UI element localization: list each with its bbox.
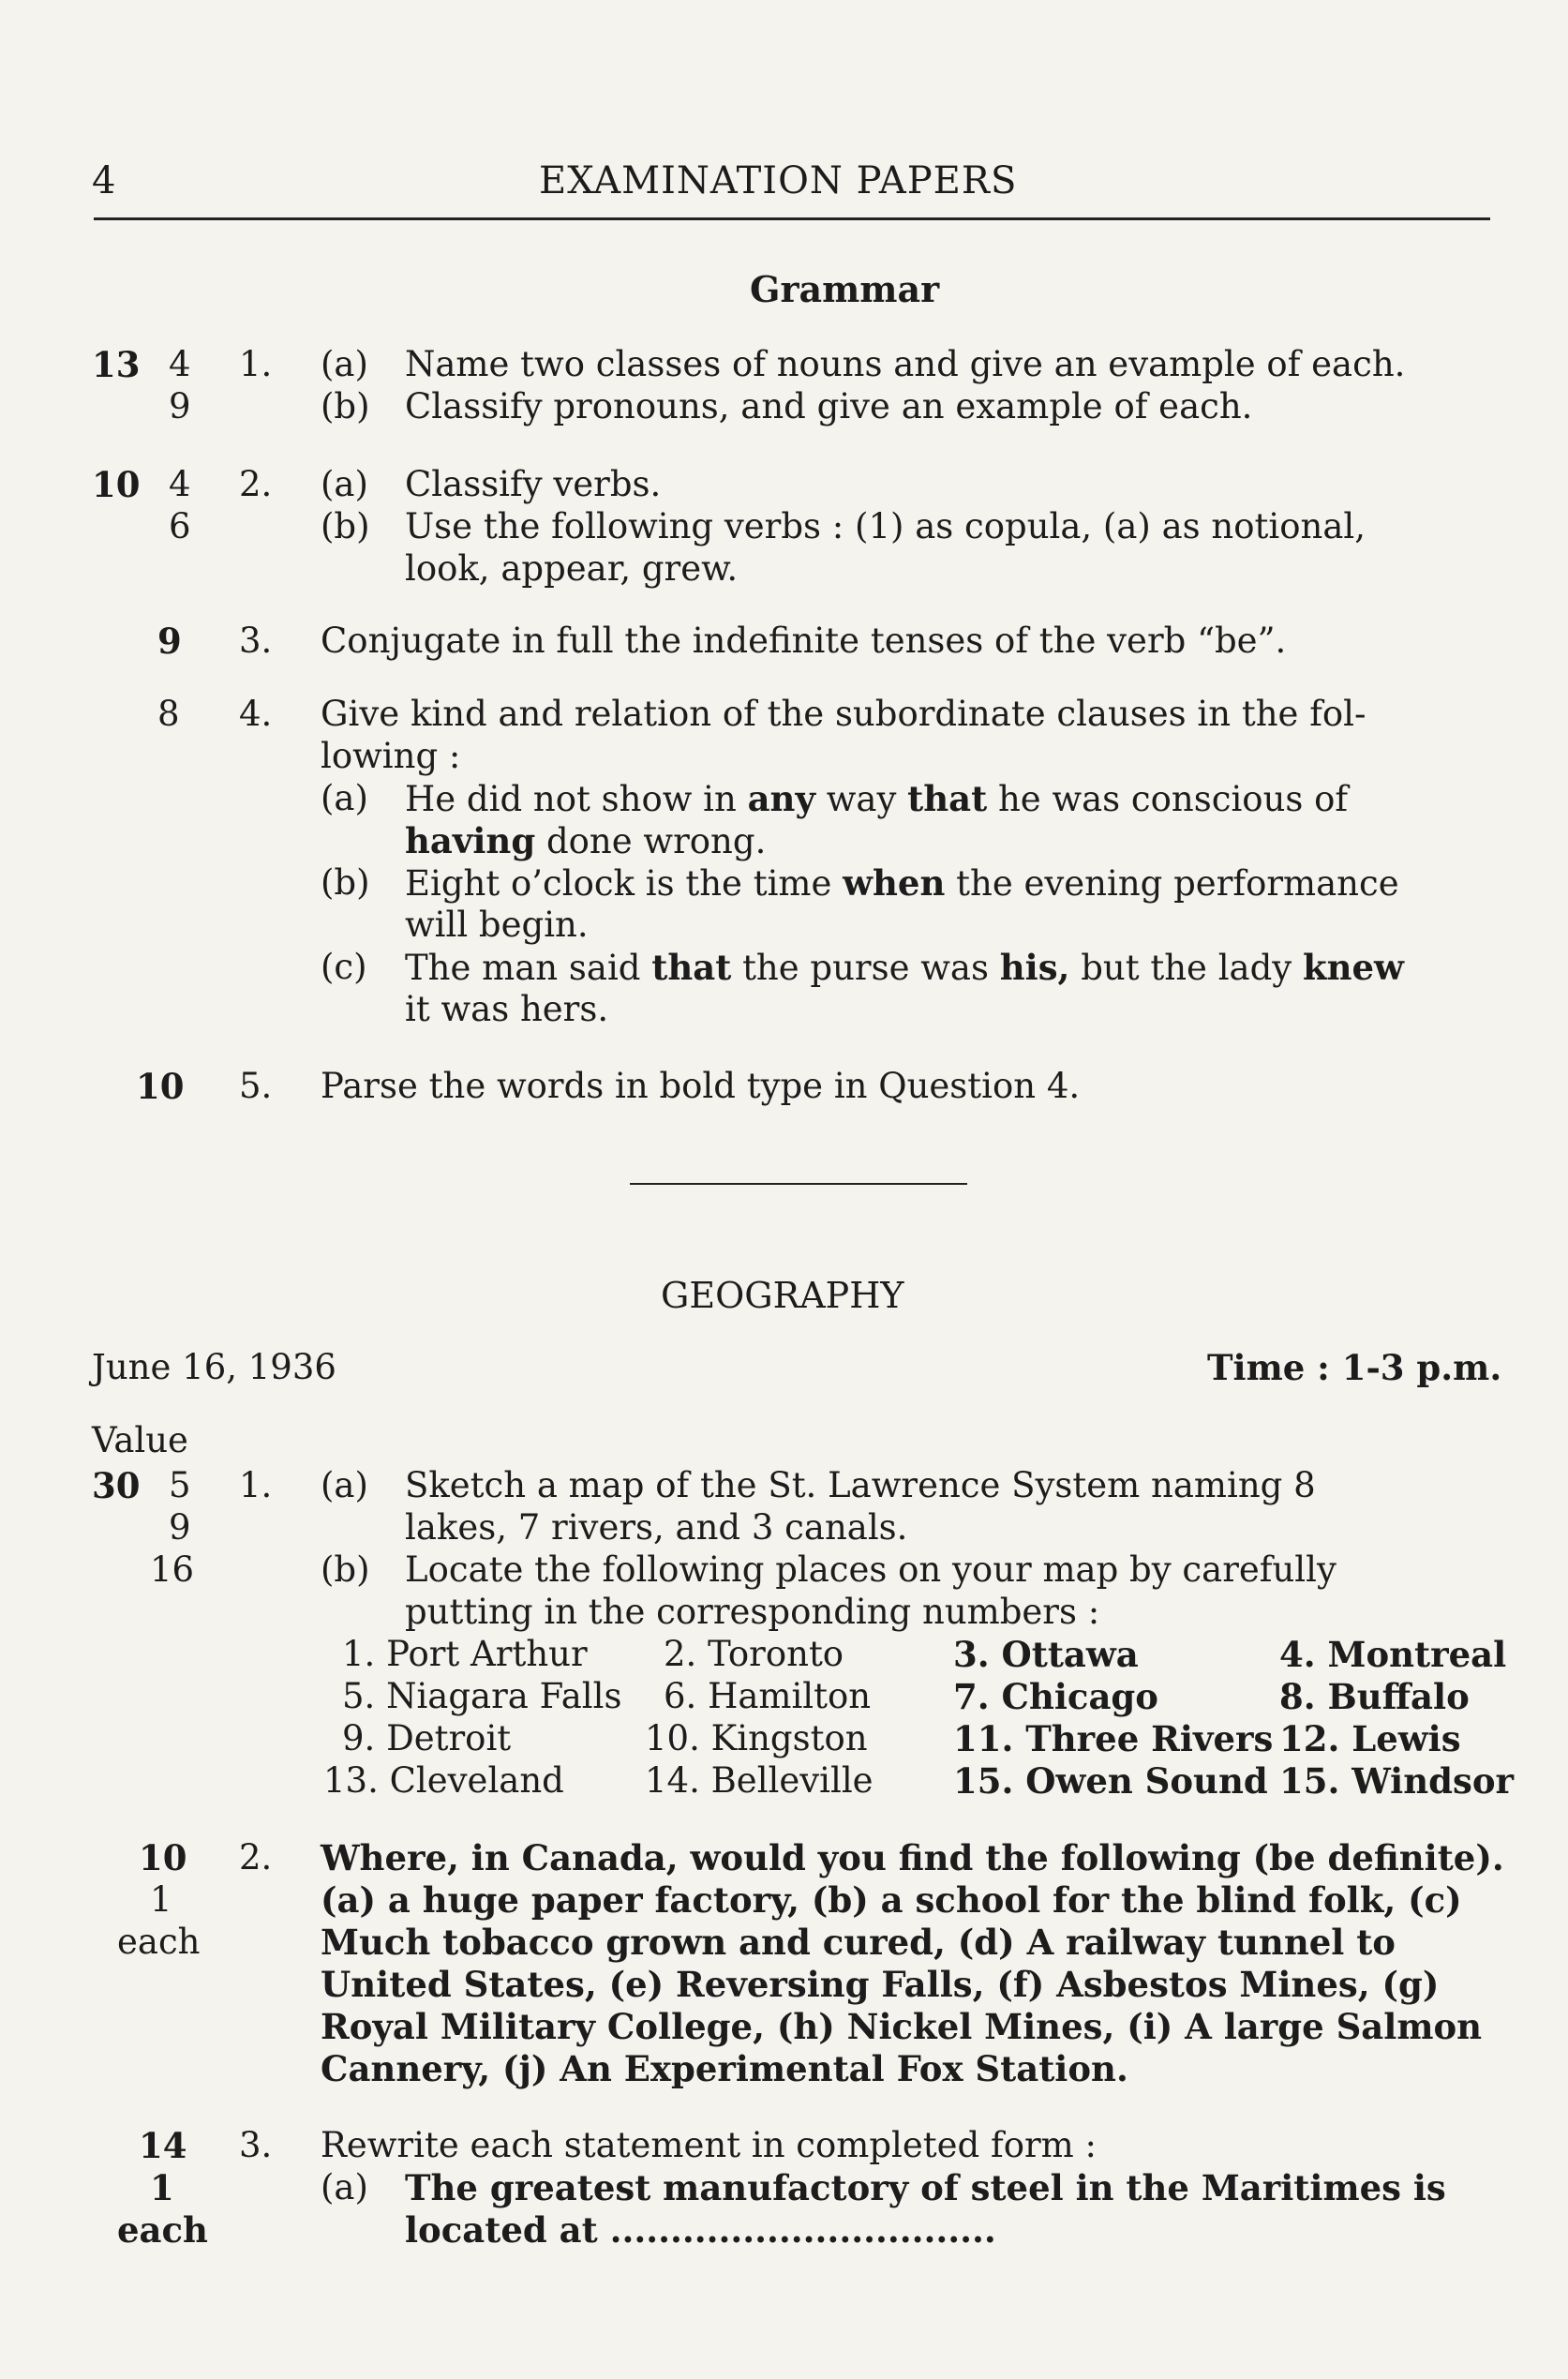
marks-total: 10: [92, 464, 141, 505]
question-text: Rewrite each statement in completed form :: [321, 2125, 1097, 2165]
question-text: lowing :: [321, 736, 461, 776]
sentence-text: but the lady: [1081, 948, 1292, 988]
section-divider: [630, 1183, 967, 1185]
marks-part: 4: [169, 344, 191, 384]
marks-total: 10: [136, 1066, 185, 1107]
question-number: 2.: [239, 1837, 273, 1878]
question-text: putting in the corresponding numbers :: [405, 1592, 1100, 1632]
marks-part: 1: [150, 2167, 174, 2208]
exam-time: Time : 1-3 p.m.: [1207, 1347, 1502, 1388]
place-item: 12. Lewis: [1279, 1718, 1461, 1759]
part-label: (a): [321, 2167, 368, 2207]
question-text: lakes, 7 rivers, and 3 canals.: [405, 1507, 908, 1548]
bold-word: having: [405, 820, 536, 861]
question-text: United States, (e) Reversing Falls, (f) Asbestos Mines, (g): [321, 1964, 1440, 2005]
question-text: The greatest manufactory of steel in the Maritimes is: [405, 2167, 1446, 2208]
question-number: 5.: [239, 1066, 273, 1106]
sentence-a-line-2: [405, 820, 766, 862]
place-item: 7. Chicago: [953, 1676, 1158, 1717]
sentence-text: The man said: [405, 948, 641, 988]
question-text: Sketch a map of the St. Lawrence System naming 8: [405, 1465, 1316, 1505]
bold-word: that: [651, 947, 732, 988]
header-rule: [94, 217, 1490, 220]
part-label: (b): [321, 862, 370, 903]
part-label: (c): [321, 947, 367, 987]
sentence-text: it was hers.: [405, 989, 609, 1029]
question-text: located at ................................: [405, 2209, 996, 2251]
bold-word: knew: [1302, 947, 1404, 988]
page-number: 4: [92, 159, 117, 202]
question-text: Classify verbs.: [405, 464, 662, 504]
place-item: 14. Belleville: [645, 1760, 874, 1801]
question-number: 2.: [239, 464, 273, 504]
sentence-text: he was conscious of: [997, 779, 1349, 819]
part-label: (b): [321, 506, 370, 546]
marks-total: 9: [157, 621, 182, 662]
marks-total: 13: [92, 344, 141, 385]
place-item: 15. Owen Sound: [953, 1760, 1268, 1802]
question-text: Royal Military College, (h) Nickel Mines, (i) A large Salmon: [321, 2006, 1483, 2047]
bold-word: his,: [999, 947, 1070, 988]
bold-word: any: [747, 778, 815, 819]
question-text: Much tobacco grown and cured, (d) A railway tunnel to: [321, 1922, 1396, 1963]
bold-word: that: [907, 778, 988, 819]
question-text: Parse the words in bold type in Question 4.: [321, 1066, 1081, 1106]
marks-part: 16: [150, 1549, 195, 1590]
sentence-b-line-1: [405, 862, 1399, 905]
sentence-text: will begin.: [405, 905, 589, 945]
question-number: 3.: [239, 2125, 273, 2165]
place-item: 9. Detroit: [342, 1718, 512, 1758]
sentence-text: way: [826, 779, 897, 819]
place-item: 13. Cleveland: [323, 1760, 564, 1801]
question-number: 4.: [239, 694, 273, 734]
part-label: (a): [321, 344, 368, 384]
sentence-text: the evening performance: [956, 863, 1399, 904]
marks-total: 30: [92, 1465, 141, 1506]
marks-part: 4: [169, 464, 191, 504]
sentence-text: done wrong.: [545, 821, 767, 861]
marks-total: 10: [139, 1837, 187, 1878]
marks-part: 6: [169, 506, 191, 546]
grammar-title: Grammar: [750, 268, 940, 310]
page-header-title: EXAMINATION PAPERS: [539, 159, 1018, 202]
sentence-text: He did not show in: [405, 779, 737, 819]
question-text: Use the following verbs : (1) as copula, (a) as notional,: [405, 506, 1366, 546]
marks-part: 1: [150, 1879, 172, 1920]
question-text: Where, in Canada, would you find the following (be definite).: [321, 1837, 1504, 1878]
marks-part: each: [117, 1922, 201, 1962]
part-label: (a): [321, 778, 368, 818]
part-label: (a): [321, 1465, 368, 1505]
question-text: look, appear, grew.: [405, 548, 739, 589]
question-text: Locate the following places on your map by carefully: [405, 1549, 1337, 1590]
question-text: Give kind and relation of the subordinate clauses in the fol-: [321, 694, 1366, 734]
marks-part: 9: [169, 1507, 191, 1548]
question-text: (a) a huge paper factory, (b) a school for the blind folk, (c): [321, 1879, 1462, 1921]
question-number: 1.: [239, 1465, 273, 1505]
question-text: Conjugate in full the indefinite tenses of the verb “be”.: [321, 621, 1287, 661]
question-text: Name two classes of nouns and give an evample of each.: [405, 344, 1406, 384]
value-label: Value: [92, 1420, 188, 1460]
sentence-text: the purse was: [742, 948, 989, 988]
marks-total: 14: [139, 2125, 187, 2166]
place-item: 6. Hamilton: [664, 1676, 872, 1716]
place-item: 5. Niagara Falls: [342, 1676, 622, 1716]
question-number: 3.: [239, 621, 273, 661]
place-item: 4. Montreal: [1279, 1634, 1507, 1675]
bold-word: when: [843, 862, 946, 904]
marks-part: each: [117, 2209, 208, 2251]
part-label: (b): [321, 1549, 370, 1590]
sentence-a-line-1: [405, 778, 1348, 820]
place-item: 15. Windsor: [1279, 1760, 1514, 1802]
place-item: 10. Kingston: [645, 1718, 868, 1758]
question-number: 1.: [239, 344, 273, 384]
sentence-text: Eight o’clock is the time: [405, 863, 832, 904]
geography-title: GEOGRAPHY: [661, 1275, 904, 1316]
marks-part: 9: [169, 386, 191, 426]
question-text: Cannery, (j) An Experimental Fox Station.: [321, 2048, 1128, 2089]
marks-total: 8: [157, 694, 180, 734]
exam-date: June 16, 1936: [92, 1347, 336, 1387]
part-label: (b): [321, 386, 370, 426]
marks-part: 5: [169, 1465, 191, 1505]
place-item: 11. Three Rivers: [953, 1718, 1274, 1759]
sentence-c-line-1: [405, 947, 1404, 989]
place-item: 3. Ottawa: [953, 1634, 1139, 1675]
place-item: 1. Port Arthur: [342, 1634, 588, 1674]
place-item: 8. Buffalo: [1279, 1676, 1470, 1717]
question-text: Classify pronouns, and give an example of each.: [405, 386, 1253, 426]
part-label: (a): [321, 464, 368, 504]
place-item: 2. Toronto: [664, 1634, 844, 1674]
